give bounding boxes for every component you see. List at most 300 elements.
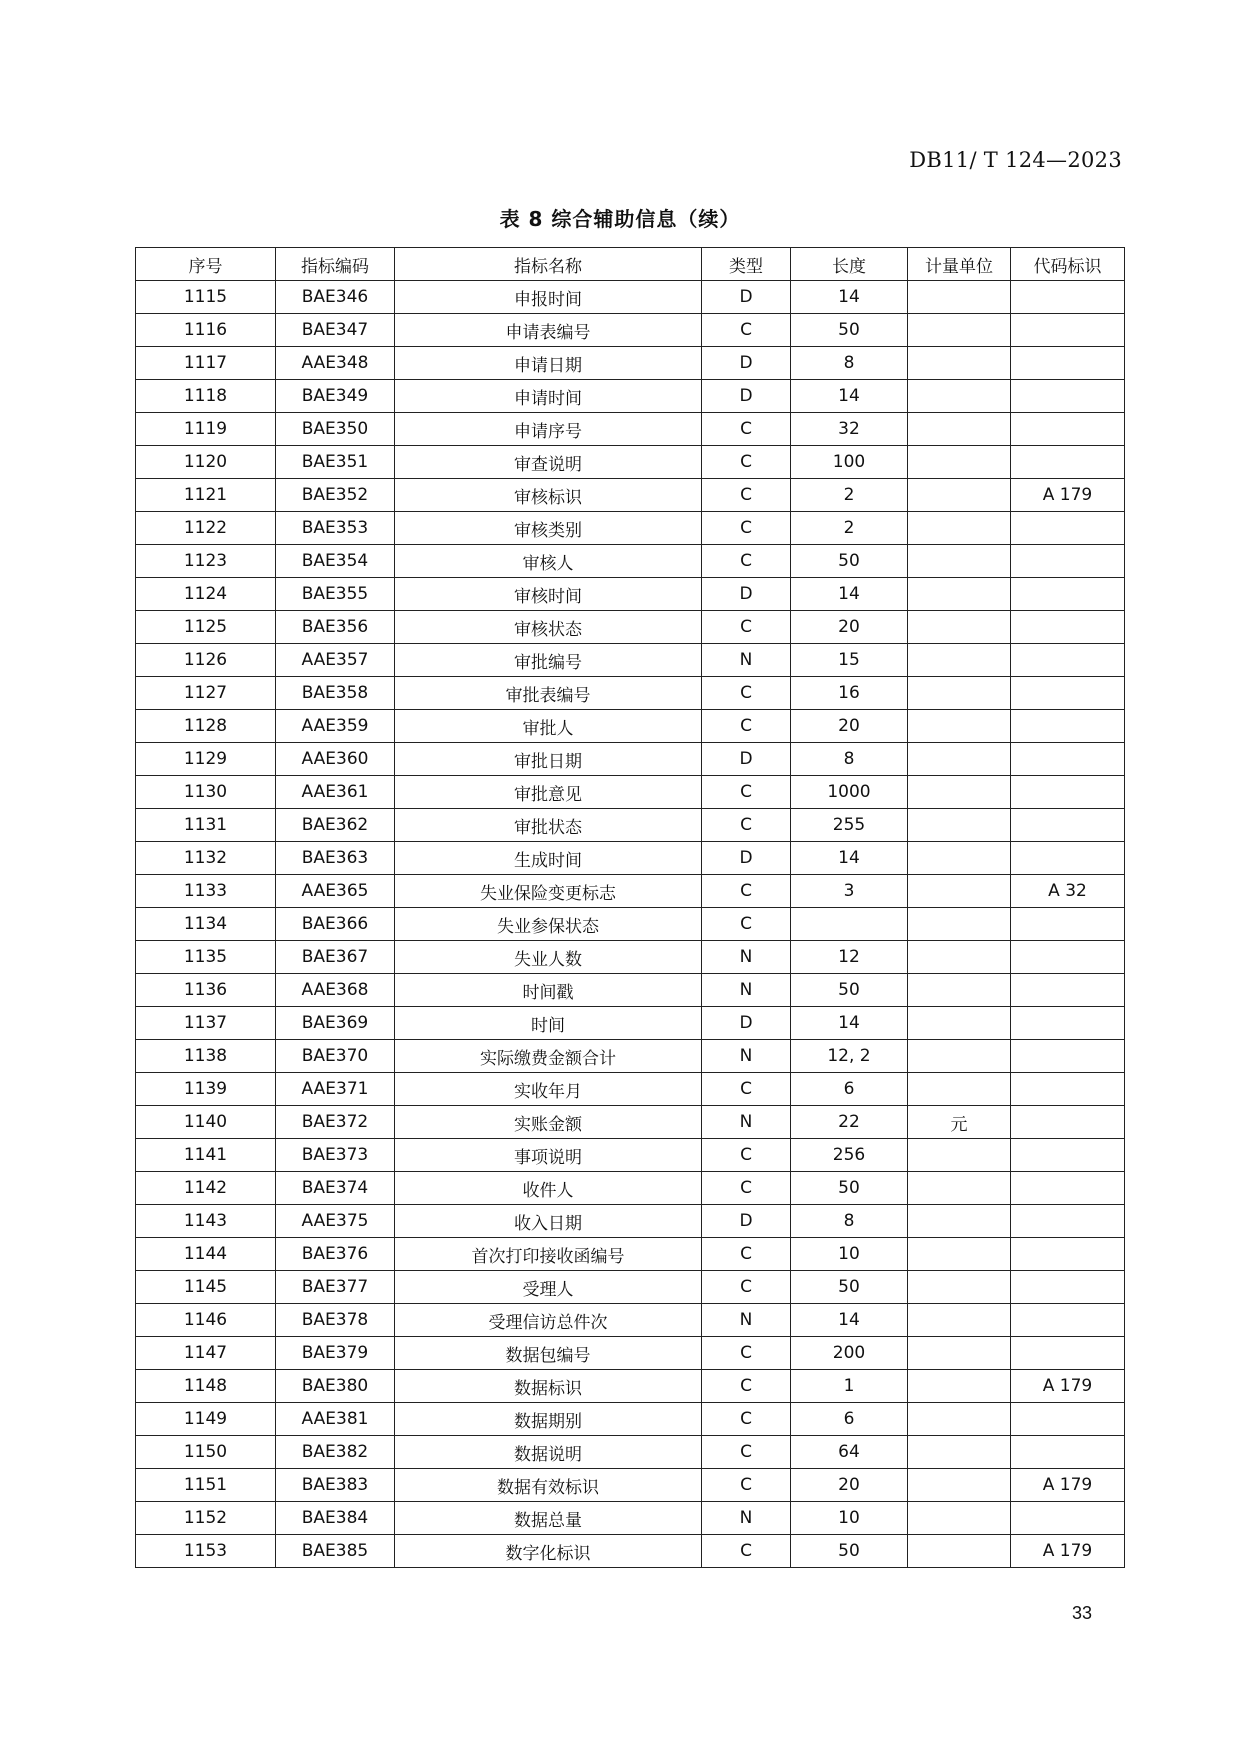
- cell-name: 实际缴费金额合计: [395, 1040, 702, 1073]
- cell-index: 1143: [136, 1205, 276, 1238]
- cell-index: 1115: [136, 281, 276, 314]
- cell-length: 2: [791, 479, 908, 512]
- cell-type: D: [702, 347, 791, 380]
- cell-name: 实收年月: [395, 1073, 702, 1106]
- cell-type: D: [702, 380, 791, 413]
- cell-type: C: [702, 1238, 791, 1271]
- cell-code-id: [1011, 644, 1125, 677]
- cell-unit: [908, 1337, 1011, 1370]
- cell-name: 事项说明: [395, 1139, 702, 1172]
- cell-unit: [908, 1370, 1011, 1403]
- cell-length: 1000: [791, 776, 908, 809]
- cell-index: 1124: [136, 578, 276, 611]
- cell-unit: [908, 578, 1011, 611]
- cell-unit: [908, 1469, 1011, 1502]
- cell-unit: [908, 1139, 1011, 1172]
- cell-length: 20: [791, 611, 908, 644]
- cell-index: 1123: [136, 545, 276, 578]
- cell-name: 申请日期: [395, 347, 702, 380]
- table-row: [136, 347, 1125, 380]
- table-row: [136, 413, 1125, 446]
- cell-type: C: [702, 479, 791, 512]
- cell-unit: [908, 875, 1011, 908]
- cell-type: D: [702, 1205, 791, 1238]
- cell-code: BAE354: [276, 545, 395, 578]
- cell-code-id: [1011, 1106, 1125, 1139]
- cell-code: AAE381: [276, 1403, 395, 1436]
- cell-type: C: [702, 1436, 791, 1469]
- cell-type: C: [702, 1139, 791, 1172]
- cell-code: BAE383: [276, 1469, 395, 1502]
- cell-name: 失业参保状态: [395, 908, 702, 941]
- cell-name: 审批人: [395, 710, 702, 743]
- cell-code-id: A 179: [1011, 1535, 1125, 1568]
- cell-type: C: [702, 677, 791, 710]
- cell-type: C: [702, 908, 791, 941]
- cell-name: 申请序号: [395, 413, 702, 446]
- cell-index: 1138: [136, 1040, 276, 1073]
- cell-length: 50: [791, 1271, 908, 1304]
- cell-length: 10: [791, 1238, 908, 1271]
- column-header-type: 类型: [702, 248, 791, 281]
- cell-unit: [908, 1436, 1011, 1469]
- table-row: [136, 1106, 1125, 1139]
- cell-type: N: [702, 974, 791, 1007]
- cell-length: 50: [791, 545, 908, 578]
- cell-unit: [908, 512, 1011, 545]
- cell-name: 审核人: [395, 545, 702, 578]
- cell-length: 64: [791, 1436, 908, 1469]
- cell-code-id: [1011, 512, 1125, 545]
- cell-code: BAE369: [276, 1007, 395, 1040]
- cell-length: 32: [791, 413, 908, 446]
- cell-code-id: [1011, 1205, 1125, 1238]
- cell-index: 1148: [136, 1370, 276, 1403]
- cell-code-id: [1011, 908, 1125, 941]
- table-row: [136, 380, 1125, 413]
- cell-length: 12, 2: [791, 1040, 908, 1073]
- cell-code: BAE353: [276, 512, 395, 545]
- cell-unit: [908, 479, 1011, 512]
- cell-index: 1151: [136, 1469, 276, 1502]
- cell-code-id: [1011, 380, 1125, 413]
- table-row: [136, 1337, 1125, 1370]
- cell-index: 1133: [136, 875, 276, 908]
- cell-name: 申报时间: [395, 281, 702, 314]
- cell-code: BAE366: [276, 908, 395, 941]
- cell-code: BAE358: [276, 677, 395, 710]
- table-row: [136, 875, 1125, 908]
- indicator-table: [135, 247, 1125, 1568]
- cell-type: D: [702, 578, 791, 611]
- cell-type: C: [702, 1172, 791, 1205]
- cell-length: 14: [791, 281, 908, 314]
- column-header-index: 序号: [136, 248, 276, 281]
- cell-code-id: [1011, 1073, 1125, 1106]
- table-row: [136, 974, 1125, 1007]
- cell-code: BAE367: [276, 941, 395, 974]
- table-row: [136, 1040, 1125, 1073]
- cell-type: C: [702, 611, 791, 644]
- cell-length: 1: [791, 1370, 908, 1403]
- table-row: [136, 776, 1125, 809]
- cell-length: 14: [791, 1304, 908, 1337]
- standard-code: DB11/ T 124—2023: [909, 148, 1122, 172]
- cell-length: 14: [791, 842, 908, 875]
- cell-code: AAE360: [276, 743, 395, 776]
- cell-unit: [908, 1238, 1011, 1271]
- cell-code-id: [1011, 809, 1125, 842]
- cell-length: 10: [791, 1502, 908, 1535]
- cell-code: BAE382: [276, 1436, 395, 1469]
- cell-name: 审批日期: [395, 743, 702, 776]
- cell-index: 1132: [136, 842, 276, 875]
- cell-name: 数据期别: [395, 1403, 702, 1436]
- cell-name: 失业人数: [395, 941, 702, 974]
- cell-index: 1130: [136, 776, 276, 809]
- cell-name: 受理人: [395, 1271, 702, 1304]
- cell-length: 14: [791, 380, 908, 413]
- cell-code-id: [1011, 1403, 1125, 1436]
- table-row: [136, 677, 1125, 710]
- cell-unit: [908, 677, 1011, 710]
- cell-unit: [908, 644, 1011, 677]
- cell-index: 1121: [136, 479, 276, 512]
- cell-unit: [908, 380, 1011, 413]
- cell-length: 50: [791, 1535, 908, 1568]
- cell-name: 数字化标识: [395, 1535, 702, 1568]
- cell-code-id: [1011, 1139, 1125, 1172]
- cell-unit: 元: [908, 1106, 1011, 1139]
- cell-unit: [908, 281, 1011, 314]
- cell-code: BAE362: [276, 809, 395, 842]
- cell-name: 收件人: [395, 1172, 702, 1205]
- table-row: [136, 611, 1125, 644]
- table-row: [136, 1304, 1125, 1337]
- cell-code-id: A 179: [1011, 1370, 1125, 1403]
- cell-code-id: [1011, 1304, 1125, 1337]
- cell-name: 数据包编号: [395, 1337, 702, 1370]
- cell-name: 审批编号: [395, 644, 702, 677]
- cell-name: 受理信访总件次: [395, 1304, 702, 1337]
- cell-unit: [908, 710, 1011, 743]
- table-row: [136, 1271, 1125, 1304]
- cell-code-id: [1011, 1337, 1125, 1370]
- cell-name: 失业保险变更标志: [395, 875, 702, 908]
- table-row: [136, 512, 1125, 545]
- cell-unit: [908, 1073, 1011, 1106]
- table-row: [136, 908, 1125, 941]
- cell-length: 22: [791, 1106, 908, 1139]
- table-row: [136, 1370, 1125, 1403]
- cell-code: AAE368: [276, 974, 395, 1007]
- cell-name: 时间: [395, 1007, 702, 1040]
- page-number: 33: [1071, 1603, 1092, 1623]
- cell-name: 生成时间: [395, 842, 702, 875]
- cell-length: 256: [791, 1139, 908, 1172]
- cell-type: N: [702, 941, 791, 974]
- cell-index: 1140: [136, 1106, 276, 1139]
- table-row: [136, 941, 1125, 974]
- table-row: [136, 479, 1125, 512]
- cell-name: 实账金额: [395, 1106, 702, 1139]
- cell-type: N: [702, 1502, 791, 1535]
- cell-code-id: A 179: [1011, 479, 1125, 512]
- cell-unit: [908, 941, 1011, 974]
- cell-code: BAE377: [276, 1271, 395, 1304]
- cell-code: BAE380: [276, 1370, 395, 1403]
- cell-type: N: [702, 1106, 791, 1139]
- cell-name: 审批意见: [395, 776, 702, 809]
- cell-index: 1122: [136, 512, 276, 545]
- table-row: [136, 1403, 1125, 1436]
- cell-length: 200: [791, 1337, 908, 1370]
- cell-type: C: [702, 413, 791, 446]
- cell-index: 1120: [136, 446, 276, 479]
- cell-name: 审查说明: [395, 446, 702, 479]
- cell-index: 1141: [136, 1139, 276, 1172]
- table-row: [136, 1469, 1125, 1502]
- cell-index: 1117: [136, 347, 276, 380]
- cell-type: C: [702, 1469, 791, 1502]
- cell-code-id: [1011, 974, 1125, 1007]
- table-row: [136, 1205, 1125, 1238]
- cell-code-id: [1011, 281, 1125, 314]
- cell-name: 数据说明: [395, 1436, 702, 1469]
- cell-code-id: [1011, 776, 1125, 809]
- cell-length: 8: [791, 743, 908, 776]
- table-row: [136, 710, 1125, 743]
- cell-type: C: [702, 1370, 791, 1403]
- cell-index: 1150: [136, 1436, 276, 1469]
- cell-type: C: [702, 1073, 791, 1106]
- cell-index: 1149: [136, 1403, 276, 1436]
- cell-code-id: [1011, 710, 1125, 743]
- column-header-name: 指标名称: [395, 248, 702, 281]
- cell-code-id: [1011, 314, 1125, 347]
- cell-index: 1136: [136, 974, 276, 1007]
- cell-type: C: [702, 1337, 791, 1370]
- cell-length: 50: [791, 314, 908, 347]
- cell-type: C: [702, 1403, 791, 1436]
- cell-index: 1126: [136, 644, 276, 677]
- cell-name: 审批表编号: [395, 677, 702, 710]
- cell-index: 1147: [136, 1337, 276, 1370]
- cell-type: C: [702, 314, 791, 347]
- cell-code: BAE372: [276, 1106, 395, 1139]
- cell-index: 1153: [136, 1535, 276, 1568]
- cell-unit: [908, 908, 1011, 941]
- cell-index: 1142: [136, 1172, 276, 1205]
- column-header-unit: 计量单位: [908, 248, 1011, 281]
- cell-code: AAE361: [276, 776, 395, 809]
- cell-code-id: [1011, 677, 1125, 710]
- cell-type: C: [702, 545, 791, 578]
- cell-code: AAE375: [276, 1205, 395, 1238]
- cell-type: N: [702, 1040, 791, 1073]
- cell-code-id: [1011, 611, 1125, 644]
- cell-length: 14: [791, 578, 908, 611]
- table-row: [136, 644, 1125, 677]
- cell-index: 1152: [136, 1502, 276, 1535]
- cell-unit: [908, 776, 1011, 809]
- cell-code-id: [1011, 1238, 1125, 1271]
- cell-code: AAE359: [276, 710, 395, 743]
- table-row: [136, 314, 1125, 347]
- cell-code-id: [1011, 743, 1125, 776]
- table-row: [136, 545, 1125, 578]
- cell-code: BAE385: [276, 1535, 395, 1568]
- cell-name: 审核标识: [395, 479, 702, 512]
- cell-code-id: A 32: [1011, 875, 1125, 908]
- cell-index: 1119: [136, 413, 276, 446]
- cell-length: 20: [791, 710, 908, 743]
- cell-name: 数据总量: [395, 1502, 702, 1535]
- cell-length: 8: [791, 1205, 908, 1238]
- cell-name: 时间戳: [395, 974, 702, 1007]
- table-body: [136, 281, 1125, 1568]
- cell-index: 1134: [136, 908, 276, 941]
- cell-length: 20: [791, 1469, 908, 1502]
- cell-name: 审核状态: [395, 611, 702, 644]
- cell-index: 1127: [136, 677, 276, 710]
- cell-length: 12: [791, 941, 908, 974]
- cell-unit: [908, 611, 1011, 644]
- cell-code-id: [1011, 413, 1125, 446]
- cell-length: 16: [791, 677, 908, 710]
- cell-unit: [908, 1271, 1011, 1304]
- cell-code-id: [1011, 1007, 1125, 1040]
- cell-code-id: A 179: [1011, 1469, 1125, 1502]
- cell-name: 审核时间: [395, 578, 702, 611]
- cell-length: [791, 908, 908, 941]
- table-row: [136, 1007, 1125, 1040]
- cell-unit: [908, 1205, 1011, 1238]
- cell-type: C: [702, 512, 791, 545]
- cell-code: BAE346: [276, 281, 395, 314]
- cell-code-id: [1011, 578, 1125, 611]
- cell-code: BAE349: [276, 380, 395, 413]
- table-row: [136, 1535, 1125, 1568]
- cell-code: BAE373: [276, 1139, 395, 1172]
- cell-length: 3: [791, 875, 908, 908]
- cell-length: 100: [791, 446, 908, 479]
- cell-name: 审批状态: [395, 809, 702, 842]
- cell-length: 50: [791, 1172, 908, 1205]
- table-row: [136, 1172, 1125, 1205]
- cell-code: AAE371: [276, 1073, 395, 1106]
- cell-code: BAE378: [276, 1304, 395, 1337]
- cell-name: 数据标识: [395, 1370, 702, 1403]
- cell-index: 1135: [136, 941, 276, 974]
- cell-length: 255: [791, 809, 908, 842]
- cell-code: BAE379: [276, 1337, 395, 1370]
- table-row: [136, 1502, 1125, 1535]
- cell-index: 1131: [136, 809, 276, 842]
- cell-unit: [908, 842, 1011, 875]
- cell-name: 首次打印接收函编号: [395, 1238, 702, 1271]
- cell-type: D: [702, 842, 791, 875]
- cell-type: D: [702, 1007, 791, 1040]
- cell-code-id: [1011, 1502, 1125, 1535]
- cell-index: 1125: [136, 611, 276, 644]
- cell-code: BAE384: [276, 1502, 395, 1535]
- table-row: [136, 281, 1125, 314]
- cell-index: 1116: [136, 314, 276, 347]
- cell-code-id: [1011, 1040, 1125, 1073]
- column-header-code: 指标编码: [276, 248, 395, 281]
- cell-unit: [908, 1040, 1011, 1073]
- cell-code-id: [1011, 1172, 1125, 1205]
- cell-type: C: [702, 710, 791, 743]
- cell-unit: [908, 314, 1011, 347]
- cell-unit: [908, 974, 1011, 1007]
- cell-code: BAE370: [276, 1040, 395, 1073]
- cell-index: 1118: [136, 380, 276, 413]
- cell-index: 1145: [136, 1271, 276, 1304]
- cell-unit: [908, 809, 1011, 842]
- table-row: [136, 743, 1125, 776]
- cell-type: C: [702, 1271, 791, 1304]
- table-row: [136, 1238, 1125, 1271]
- cell-index: 1139: [136, 1073, 276, 1106]
- cell-type: C: [702, 875, 791, 908]
- cell-code: AAE348: [276, 347, 395, 380]
- cell-unit: [908, 446, 1011, 479]
- table-row: [136, 446, 1125, 479]
- cell-name: 收入日期: [395, 1205, 702, 1238]
- cell-name: 审核类别: [395, 512, 702, 545]
- cell-code: BAE376: [276, 1238, 395, 1271]
- cell-unit: [908, 1172, 1011, 1205]
- cell-index: 1128: [136, 710, 276, 743]
- cell-code: AAE365: [276, 875, 395, 908]
- cell-type: D: [702, 743, 791, 776]
- table-title: 表 8 综合辅助信息（续）: [499, 207, 741, 231]
- cell-code-id: [1011, 446, 1125, 479]
- cell-name: 申请表编号: [395, 314, 702, 347]
- table-row: [136, 1073, 1125, 1106]
- cell-code-id: [1011, 347, 1125, 380]
- cell-code: BAE350: [276, 413, 395, 446]
- cell-code: BAE356: [276, 611, 395, 644]
- cell-length: 2: [791, 512, 908, 545]
- cell-unit: [908, 743, 1011, 776]
- cell-length: 14: [791, 1007, 908, 1040]
- cell-length: 50: [791, 974, 908, 1007]
- cell-unit: [908, 347, 1011, 380]
- cell-index: 1144: [136, 1238, 276, 1271]
- cell-length: 8: [791, 347, 908, 380]
- cell-code-id: [1011, 1436, 1125, 1469]
- cell-unit: [908, 1304, 1011, 1337]
- cell-length: 15: [791, 644, 908, 677]
- table-row: [136, 842, 1125, 875]
- table-row: [136, 1436, 1125, 1469]
- cell-type: D: [702, 281, 791, 314]
- cell-name: 数据有效标识: [395, 1469, 702, 1502]
- cell-code: BAE355: [276, 578, 395, 611]
- cell-code: AAE357: [276, 644, 395, 677]
- cell-unit: [908, 413, 1011, 446]
- cell-type: C: [702, 776, 791, 809]
- table-header-row: [136, 248, 1125, 281]
- table-row: [136, 1139, 1125, 1172]
- cell-code: BAE351: [276, 446, 395, 479]
- cell-unit: [908, 1403, 1011, 1436]
- cell-type: C: [702, 446, 791, 479]
- cell-code: BAE347: [276, 314, 395, 347]
